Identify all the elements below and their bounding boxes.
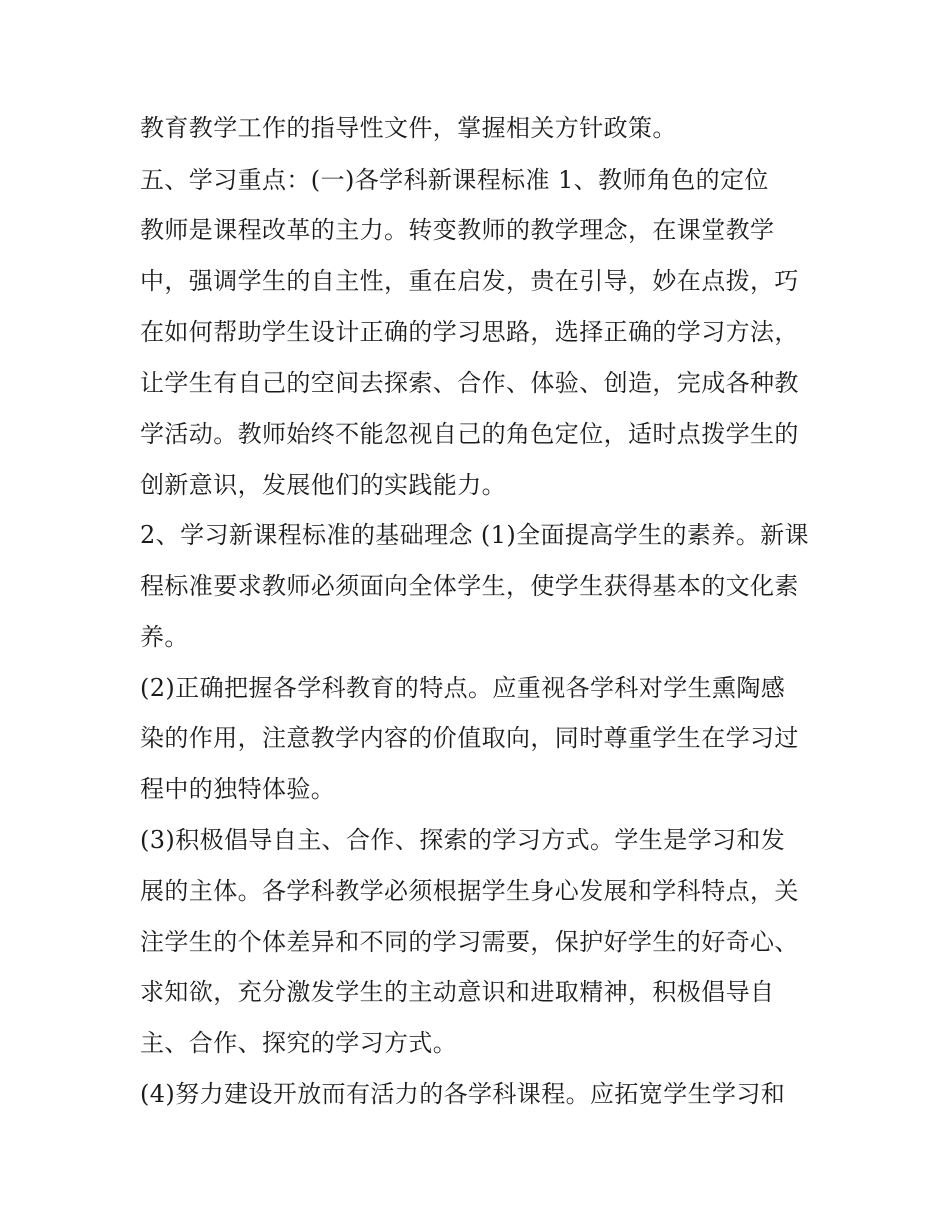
text-line: 程标准要求教师必须面向全体学生，使学生获得基本的文化素	[140, 572, 799, 600]
text-line: (2)正确把握各学科教育的特点。应重视各学科对学生熏陶感	[140, 674, 786, 702]
text-line: 2、学习新课程标准的基础理念 (1)全面提高学生的素养。新课	[140, 521, 809, 549]
text-line: 让学生有自己的空间去探索、合作、体验、创造，完成各种教	[140, 369, 799, 397]
text-line: 求知欲，充分激发学生的主动意识和进取精神，积极倡导自	[140, 978, 775, 1006]
text-line: 注学生的个体差异和不同的学习需要，保护好学生的好奇心、	[140, 928, 799, 956]
text-line: (4)努力建设开放而有活力的各学科课程。应拓宽学生学习和	[140, 1080, 786, 1108]
text-line: 教师是课程改革的主力。转变教师的教学理念，在课堂教学	[140, 216, 775, 244]
text-line: 中，强调学生的自主性，重在启发，贵在引导，妙在点拨，巧	[140, 267, 799, 295]
text-line: 程中的独特体验。	[140, 775, 336, 803]
text-line: 学活动。教师始终不能忽视自己的角色定位，适时点拨学生的	[140, 420, 799, 448]
text-line: 教育教学工作的指导性文件，掌握相关方针政策。	[140, 114, 677, 142]
section-heading-line: 五、学习重点：(一)各学科新课程标准 1、教师角色的定位	[140, 166, 769, 194]
text-line: 展的主体。各学科教学必须根据学生身心发展和学科特点，关	[140, 877, 799, 905]
text-line: 染的作用，注意教学内容的价值取向，同时尊重学生在学习过	[140, 724, 799, 752]
text-line: 养。	[140, 623, 189, 651]
text-line: 主、合作、探究的学习方式。	[140, 1029, 458, 1057]
text-line: 创新意识，发展他们的实践能力。	[140, 471, 506, 499]
text-line: (3)积极倡导自主、合作、探索的学习方式。学生是学习和发	[140, 826, 786, 854]
text-line: 在如何帮助学生设计正确的学习思路，选择正确的学习方法，	[140, 318, 799, 346]
